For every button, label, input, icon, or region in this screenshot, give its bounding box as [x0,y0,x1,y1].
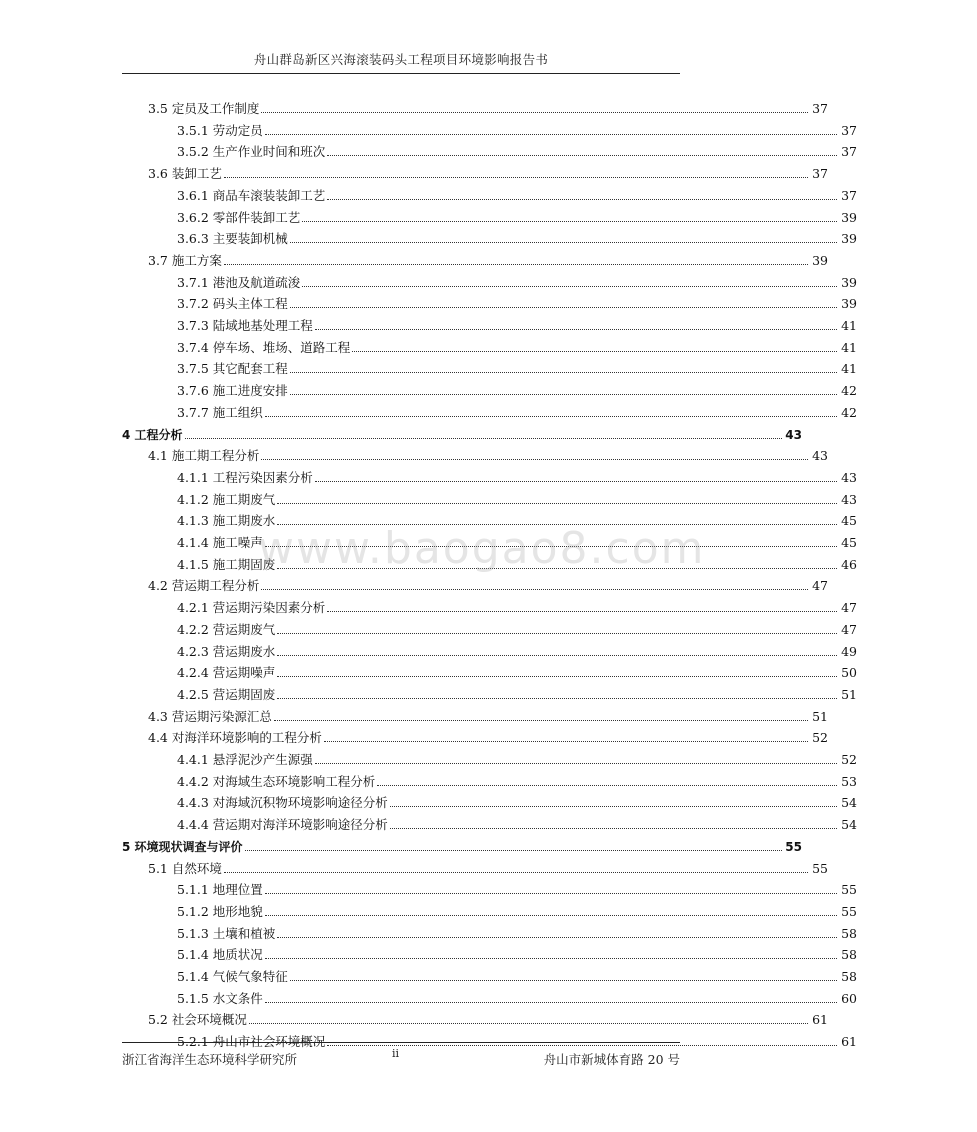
toc-entry-page: 42 [841,383,857,399]
toc-entry[interactable] [0,705,948,725]
toc-leader-dots [265,915,837,916]
toc-entry-page: 47 [812,578,828,594]
toc-leader-dots [249,1023,808,1024]
toc-entry-title: 4.4.1 悬浮泥沙产生源强 [177,752,313,767]
toc-entry-page: 41 [841,339,857,355]
toc-entry-title: 4.2.5 营运期固废 [177,686,276,702]
toc-entry-title: 3.5.1 劳动定员 [177,122,263,138]
toc-entry-page: 45 [841,513,857,529]
toc-leader-dots [224,264,808,265]
toc-entry-title: 3.7.5 其它配套工程 [177,361,288,377]
toc-entry-page: 58 [841,947,857,963]
toc-entry-title: 4 工程分析 [122,427,183,442]
toc-entry-title: 5.1.4 气候气象特征 [177,969,288,984]
toc-entry-title: 4.1.3 施工期废水 [177,513,276,529]
toc-leader-dots [265,958,837,959]
toc-entry[interactable] [0,466,977,486]
toc-entry-page: 54 [841,795,857,811]
toc-entry[interactable] [0,531,977,551]
toc-leader-dots [265,1002,837,1003]
toc-leader-dots [290,394,837,395]
toc-entry[interactable] [0,249,948,269]
toc-entry-page: 41 [841,361,857,377]
toc-leader-dots [290,980,837,981]
toc-entry-title: 3.7.1 港池及航道疏浚 [177,274,301,290]
toc-entry[interactable] [0,943,977,963]
toc-entry[interactable] [0,791,977,811]
toc-entry-page: 51 [841,686,857,702]
toc-entry-page: 41 [841,318,857,333]
toc-entry[interactable] [0,683,977,703]
toc-leader-dots [277,524,837,525]
toc-leader-dots [324,741,808,742]
toc-entry-title: 3.7.2 码头主体工程 [177,296,288,312]
toc-entry-page: 55 [841,903,857,919]
toc-entry-page: 50 [841,665,857,681]
toc-entry[interactable] [0,900,977,920]
footer-address: 舟山市新城体育路 20 号 [543,1052,680,1067]
toc-entry[interactable] [0,509,977,529]
toc-leader-dots [327,611,837,612]
toc-leader-dots [352,351,837,352]
toc-entry-title: 3.5.2 生产作业时间和班次 [177,144,326,160]
toc-entry[interactable] [0,574,948,594]
toc-leader-dots [327,1045,837,1046]
toc-entry[interactable] [0,488,977,508]
toc-entry-page: 37 [812,101,828,116]
toc-entry-title: 5.1.5 水文条件 [177,990,263,1006]
toc-entry-title: 3.7.7 施工组织 [177,404,263,420]
toc-entry-title: 4.1 施工期工程分析 [148,448,260,464]
toc-entry[interactable] [0,661,977,681]
toc-entry-title: 5.1.1 地理位置 [177,882,263,898]
toc-leader-dots [315,481,837,482]
toc-entry-title: 4.2.2 营运期废气 [177,621,276,637]
toc-entry-page: 37 [812,166,828,182]
toc-entry-page: 55 [812,860,828,876]
toc-entry-title: 3.6.2 零部件装卸工艺 [177,209,301,225]
toc-entry[interactable] [0,206,977,226]
toc-entry[interactable] [0,423,922,443]
toc-leader-dots [261,112,808,113]
toc-entry[interactable] [0,1008,948,1028]
toc-entry-page: 60 [841,990,857,1006]
toc-entry-page: 43 [841,491,857,507]
toc-entry-page: 37 [841,144,857,160]
toc-entry-title: 3.7 施工方案 [148,252,222,268]
toc-entry-title: 3.6 装卸工艺 [148,166,222,182]
toc-entry-page: 39 [841,296,857,312]
footer-organization: 浙江省海洋生态环境科学研究所 [122,1052,298,1067]
toc-entry-title: 3.7.3 陆域地基处理工程 [177,318,313,333]
toc-leader-dots [290,372,837,373]
toc-entry-title: 4.1.4 施工噪声 [177,535,263,550]
toc-entry-page: 49 [841,643,857,659]
toc-entry-title: 5 环境现状调查与评价 [122,839,243,854]
toc-entry[interactable] [0,726,948,746]
toc-leader-dots [315,763,837,764]
toc-entry[interactable] [0,401,977,421]
toc-entry-title: 4.4 对海洋环境影响的工程分析 [148,730,322,746]
toc-leader-dots [277,633,837,634]
toc-leader-dots [290,242,837,243]
toc-leader-dots [265,546,837,547]
toc-entry-page: 58 [841,969,857,984]
toc-entry[interactable] [0,618,977,638]
toc-entry-title: 4.2 营运期工程分析 [148,578,260,594]
toc-leader-dots [302,286,837,287]
toc-entry-title: 4.3 营运期污染源汇总 [148,708,272,724]
toc-leader-dots [377,785,837,786]
toc-leader-dots [277,655,837,656]
toc-leader-dots [224,872,808,873]
toc-leader-dots [277,676,837,677]
toc-leader-dots [315,329,837,330]
toc-leader-dots [302,221,837,222]
toc-entry[interactable] [0,987,977,1007]
toc-leader-dots [245,850,782,851]
toc-entry-title: 3.6.3 主要装卸机械 [177,231,288,247]
footer-rule [122,1042,680,1043]
toc-leader-dots [327,199,837,200]
toc-leader-dots [261,589,808,590]
toc-entry-title: 4.4.3 对海域沉积物环境影响途径分析 [177,795,388,811]
header-rule [122,73,680,74]
toc-leader-dots [261,459,808,460]
toc-entry-title: 3.6.1 商品车滚装装卸工艺 [177,187,326,203]
toc-entry-page: 61 [841,1034,857,1050]
toc-entry-page: 52 [841,752,857,767]
toc-leader-dots [277,698,837,699]
toc-entry-title: 5.1.2 地形地貌 [177,903,263,919]
toc-entry-page: 55 [841,882,857,898]
toc-entry-page: 51 [812,708,828,724]
toc-entry[interactable] [0,314,977,334]
toc-entry-title: 4.1.1 工程污染因素分析 [177,469,313,485]
toc-entry-page: 58 [841,925,857,941]
toc-entry[interactable] [0,444,948,464]
toc-entry[interactable] [0,227,977,247]
toc-entry-page: 52 [812,730,828,746]
toc-entry-title: 3.5 定员及工作制度 [148,101,260,116]
toc-entry[interactable] [0,965,977,985]
watermark: www.baogao8.com [258,523,706,574]
toc-leader-dots [265,134,837,135]
toc-entry-page: 39 [841,274,857,290]
toc-entry[interactable] [0,336,977,356]
toc-leader-dots [277,568,837,569]
toc-entry-page: 37 [841,187,857,203]
toc-entry-title: 4.2.3 营运期废水 [177,643,276,659]
page-number: ii [392,1047,400,1060]
toc-entry[interactable] [0,97,948,117]
toc-entry[interactable] [0,748,977,768]
toc-entry-title: 3.7.4 停车场、堆场、道路工程 [177,339,351,355]
toc-leader-dots [274,720,808,721]
toc-entry[interactable] [0,813,977,833]
toc-entry-page: 39 [812,252,828,268]
toc-leader-dots [390,806,837,807]
toc-entry-title: 5.2.1 舟山市社会环境概况 [177,1034,326,1050]
toc-entry[interactable] [0,119,977,139]
toc-entry-page: 42 [841,404,857,420]
toc-entry-title: 5.1.3 土壤和植被 [177,925,276,941]
toc-entry-title: 4.4.2 对海域生态环境影响工程分析 [177,773,376,789]
toc-entry-title: 4.1.5 施工期固废 [177,556,276,572]
toc-entry[interactable] [0,357,977,377]
toc-entry-page: 39 [841,209,857,225]
toc-entry[interactable] [0,140,977,160]
toc-leader-dots [290,307,837,308]
toc-entry-page: 47 [841,621,857,637]
toc-entry[interactable] [0,162,948,182]
toc-leader-dots [224,177,808,178]
toc-entry[interactable] [0,1030,977,1050]
toc-entry-title: 4.2.1 营运期污染因素分析 [177,600,326,616]
toc-leader-dots [185,438,782,439]
toc-entry-page: 37 [841,122,857,138]
toc-entry[interactable] [0,292,977,312]
toc-entry-title: 5.1.4 地质状况 [177,947,263,963]
toc-entry[interactable] [0,922,977,942]
toc-entry-title: 5.2 社会环境概况 [148,1012,247,1028]
toc-entry-page: 61 [812,1012,828,1028]
toc-entry[interactable] [0,857,948,877]
toc-entry-title: 4.1.2 施工期废气 [177,491,276,507]
toc-entry[interactable] [0,770,977,790]
toc-entry[interactable] [0,596,977,616]
toc-entry[interactable] [0,271,977,291]
toc-entry-page: 46 [841,556,857,572]
toc-entry-page: 43 [812,448,828,464]
toc-entry-title: 3.7.6 施工进度安排 [177,383,288,399]
toc-entry-page: 39 [841,231,857,247]
page-header: 舟山群岛新区兴海滚装码头工程项目环境影响报告书 [253,52,549,67]
toc-entry[interactable] [0,878,977,898]
toc-leader-dots [265,416,837,417]
toc-entry[interactable] [0,379,977,399]
toc-entry-page: 54 [841,817,857,833]
toc-entry-title: 5.1 自然环境 [148,860,222,876]
toc-entry[interactable] [0,184,977,204]
toc-leader-dots [277,503,837,504]
toc-entry[interactable] [0,640,977,660]
toc-entry-title: 4.2.4 营运期噪声 [177,665,276,681]
toc-entry-page: 43 [841,469,857,485]
toc-entry-page: 45 [841,535,857,550]
toc-leader-dots [265,893,837,894]
toc-entry-page: 55 [785,839,802,854]
toc-entry[interactable] [0,553,977,573]
toc-entry-title: 4.4.4 营运期对海洋环境影响途径分析 [177,817,388,833]
toc-entry-page: 53 [841,773,857,789]
toc-entry-page: 47 [841,600,857,616]
toc-entry[interactable] [0,835,922,855]
toc-leader-dots [327,155,837,156]
toc-leader-dots [390,828,837,829]
toc-leader-dots [277,937,837,938]
toc-entry-page: 43 [785,427,802,442]
